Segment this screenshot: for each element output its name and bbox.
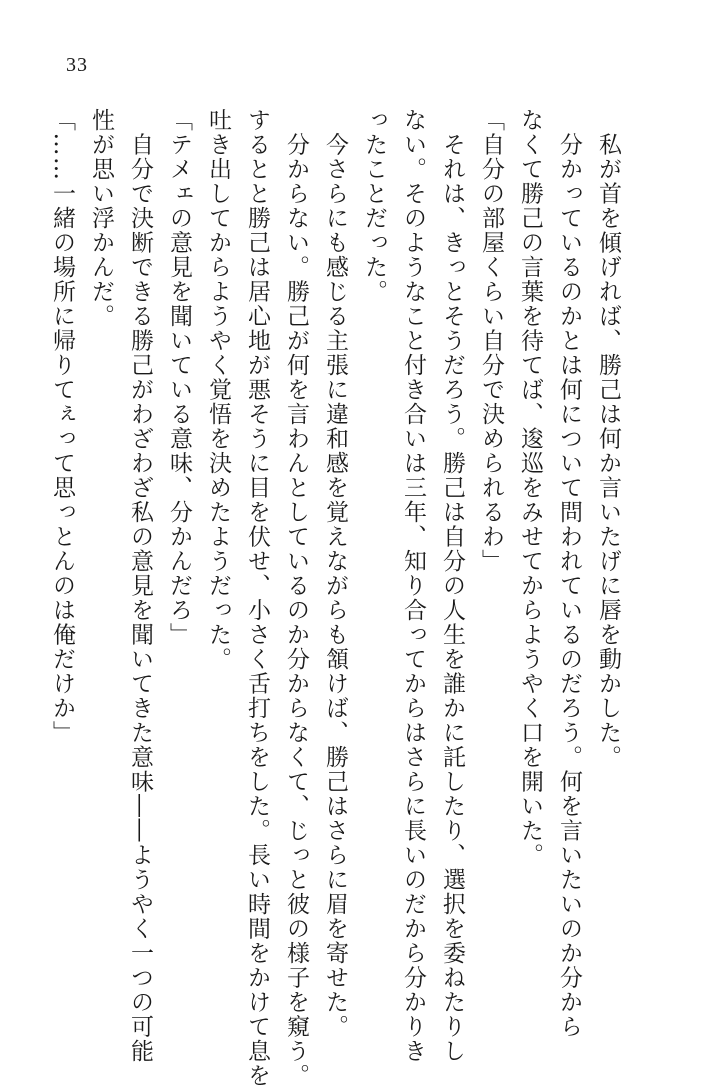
page-number: 33 (66, 54, 88, 76)
text-line: 私が首を傾げれば、勝己は何か言いたげに唇を動かした。 (595, 108, 621, 770)
text-line: それは、きっとそうだろう。勝己は自分の人生を誰かに託したり、選択を委ねたりし (439, 108, 465, 1064)
text-line: 性が思い浮かんだ。 (88, 108, 114, 329)
text-line: 今さらにも感じる主張に違和感を覚えながらも頷けば、勝己はさらに眉を寄せた。 (322, 108, 348, 1039)
text-line: 分からない。勝己が何を言わんとしているのか分からなくて、じっと彼の様子を窺う。 (283, 108, 309, 1088)
text-line: 「自分の部屋くらい自分で決められるわ」 (478, 108, 504, 574)
text-line: 「……一緒の場所に帰りてぇって思っとんのは俺だけか」 (49, 108, 75, 745)
text-line: 吐き出してからようやく覚悟を決めたようだった。 (205, 108, 231, 672)
text-line: するとと勝己は居心地が悪そうに目を伏せ、小さく舌打ちをした。長い時間をかけて息を (244, 108, 270, 1088)
text-line: 分かっているのかとは何について問われているのだろう。何を言いたいのか分から (556, 108, 582, 1039)
text-line: 「テメェの意見を聞いている意味、分かんだろ」 (166, 108, 192, 647)
text-line: 自分で決断できる勝己がわざわざ私の意見を聞いてきた意味――ようやく一つの可能 (127, 108, 153, 1064)
text-line: ったことだった。 (361, 108, 387, 304)
text-line: ない。そのようなこと付き合いは三年、知り合ってからはさらに長いのだから分かりき (400, 108, 426, 1064)
vertical-text-body (42, 108, 627, 1088)
text-line: なくて勝己の言葉を待てば、逡巡をみせてからようやく口を開いた。 (517, 108, 543, 868)
